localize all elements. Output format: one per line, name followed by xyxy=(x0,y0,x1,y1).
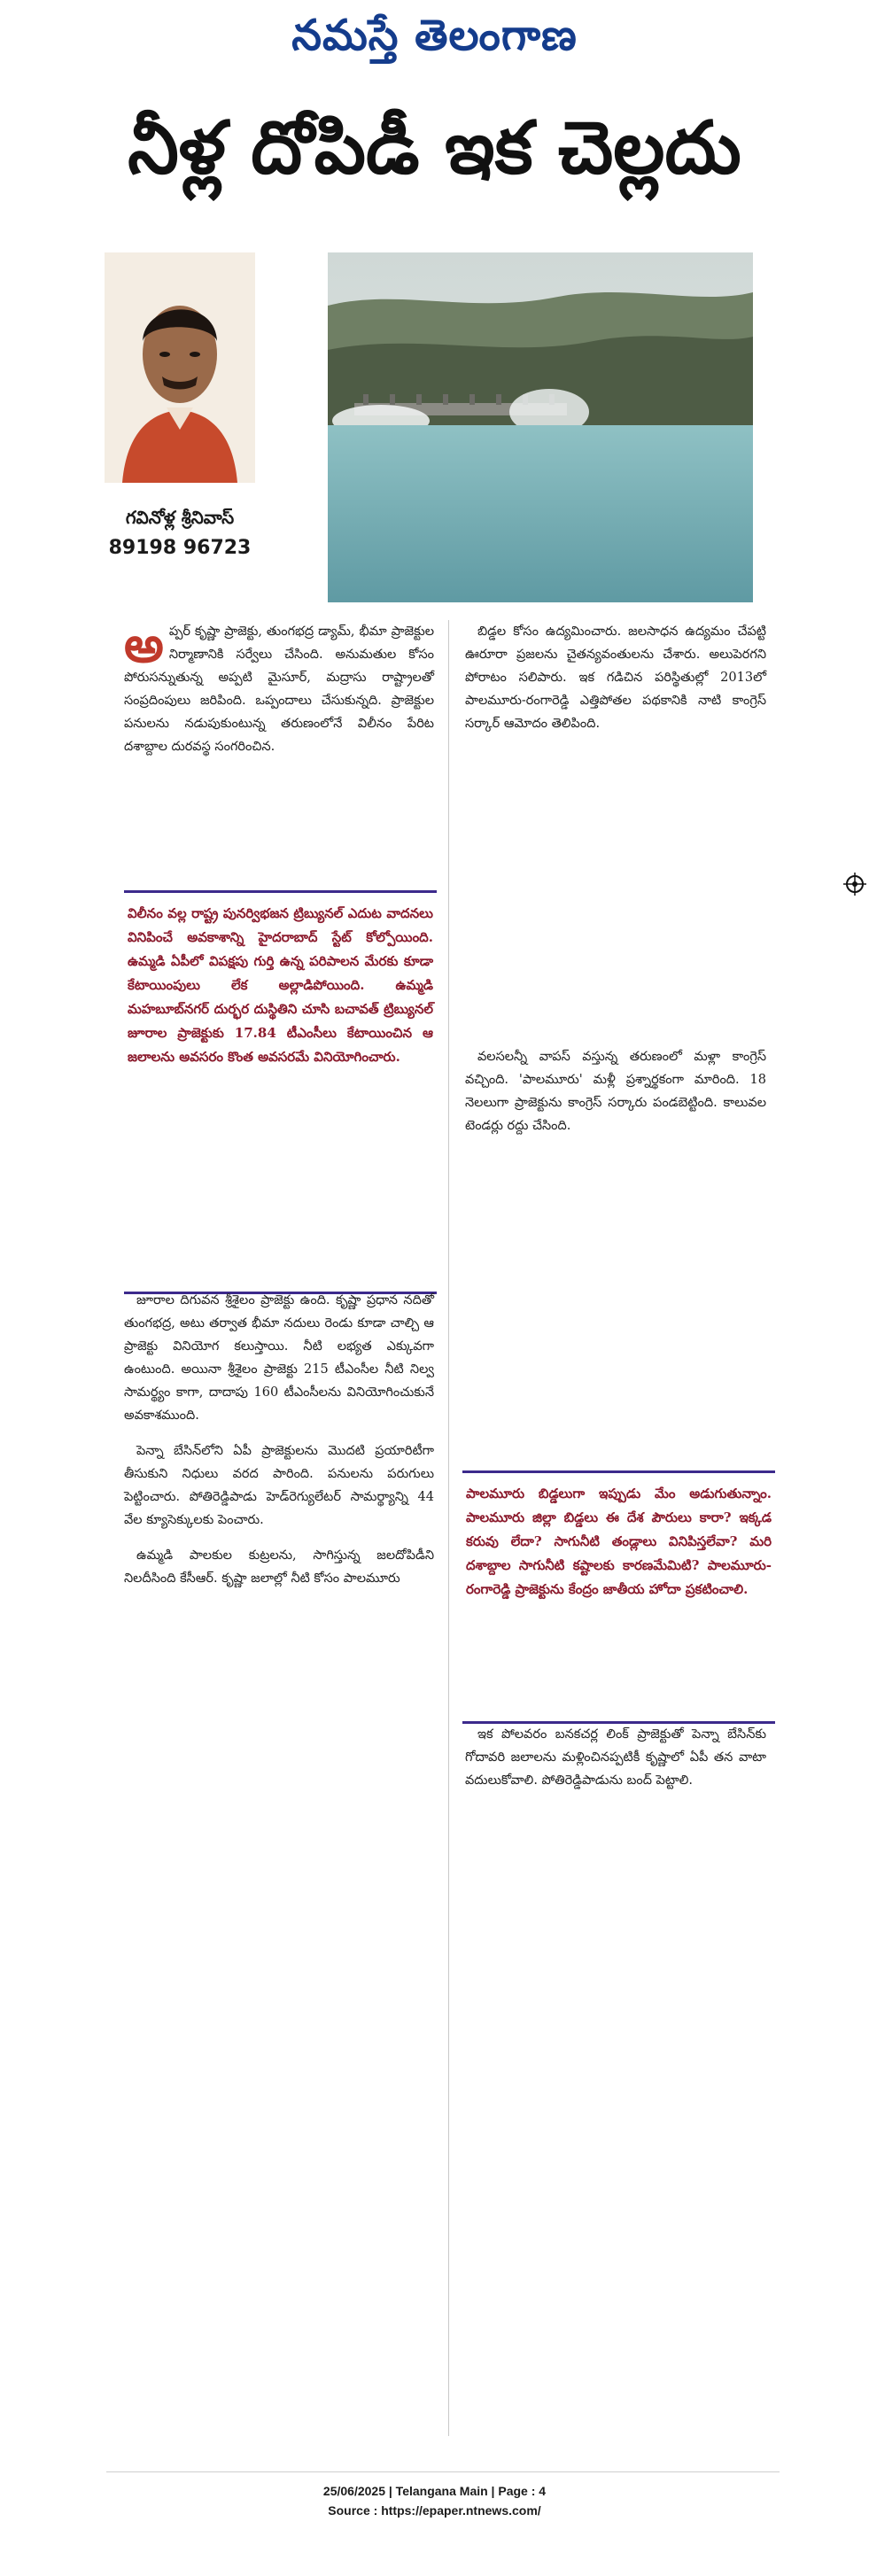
article-paragraph: ప్పర్ కృష్ణా ప్రాజెక్టు, తుంగభద్ర డ్యామ్, భీమా ప్రాజెక్టుల నిర్మాణానికి సర్వేలు చేసింది. అనుమతుల కోసం పోరుసన్నుతున్న అప్పటి మైసూర్, మద్రాసు రాష్ట్రాలతో సంప్రదింపులు జరిపింది. ఒప్పందాలు చేసుకున్నది. ప్రాజెక్టుల పనులను నడుపుకుంటున్న తరుణంలోనే విలీనం పేరిట దశాబ్దాల దురవస్థ సంగరించిన. xyxy=(124,625,434,754)
author-photo xyxy=(105,252,255,483)
footer-rule xyxy=(106,2471,780,2472)
article-paragraph: ఉమ్మడి పాలకుల కుట్రలను, సాగిస్తున్న జలదోపిడీని నిలదీసింది కేసీఆర్. కృష్ణా జలాల్లో నీటి కోసం పాలమూరు xyxy=(124,1548,434,1586)
newspaper-logo: నమస్తే తెలంగాణ xyxy=(291,11,578,60)
column-divider xyxy=(448,620,449,2436)
article-column-left-cont xyxy=(124,1289,434,1602)
article-column-right xyxy=(465,620,766,748)
article-paragraph: జూరాల దిగువన శ్రీశైలం ప్రాజెక్టు ఉంది. కృష్ణా ప్రధాన నదితో తుంగభద్ర, అటు తర్వాత భీమా నదులు రెండు కూడా చాల్చి ఆ ప్రాజెక్టు వినియోగ కలుస్తాయి. నీటి లభ్యత ఎక్కువగా ఉంటుంది. అయినా శ్రీశైలం ప్రాజెక్టు 215 టీఎంసీల నీటి నిల్వ సామర్థ్యం కాగా, దాదాపు 160 టీఎంసీలను వినియోగించుకునే అవకాశముంది. xyxy=(124,1293,434,1423)
article-column-right-cont xyxy=(465,1045,766,1150)
author-phone: 89198 96723 xyxy=(108,537,252,559)
footer-date-line: 25/06/2025 | Telangana Main | Page : 4 xyxy=(322,2484,547,2498)
article-headline: నీళ్ల దోపిడీ ఇక చెల్లదు xyxy=(128,105,741,190)
dam-image-icon xyxy=(328,252,753,602)
dam-photo xyxy=(328,252,753,602)
article-paragraph: బిడ్డల కోసం ఉద్యమించారు. జలసాధన ఉద్యమం చేపట్టి ఊరూరా ప్రజలను చైతన్యవంతులను చేశారు. అలుపెరగని పోరాటం సలిపారు. ఇక గడిచిన పరిస్థితుల్లో 2013లో పాలమూరు-రంగారెడ్డి ఎత్తిపోతల పథకానికి నాటి కాంగ్రెస్ సర్కార్ ఆమోదం తెలిపింది. xyxy=(465,625,766,731)
highlight-box-right: పాలమూరు బిడ్డలుగా ఇప్పుడు మేం అడుగుతున్నాం. పాలమూరు జిల్లా బిడ్డలు ఈ దేశ పౌరులు కారా? ఇక్కడ కరువు లేదా? సాగునీటి తండ్లాలు వినిపిస్తలేవా? మరి దశాబ్దాల సాగునీటి కష్టాలకు కారణమేమిటి? పాలమూరు-రంగారెడ్డి ప్రాజెక్టును కేంద్రం జాతీయ హోదా ప్రకటించాలి. xyxy=(462,1470,775,1724)
article-paragraph: ఇక పోలవరం బనకచర్ల లింక్ ప్రాజెక్టుతో పెన్నా బేసిన్‌కు గోదావరి జలాలను మళ్లించినప్పటికీ కృష్ణాలో ఏపీ తన వాటా వదులుకోవాలి. పోతిరెడ్డిపాడును బంద్ పెట్టాలి. xyxy=(465,1727,766,1788)
masthead xyxy=(0,0,869,71)
highlight-box-left: విలీనం వల్ల రాష్ట్ర పునర్విభజన ట్రిబ్యునల్ ఎదుట వాదనలు వినిపించే అవకాశాన్ని హైదరాబాద్ స్టేట్ కోల్పోయింది. ఉమ్మడి ఏపీలో విపక్షపు గుర్తి ఉన్న పరిపాలన మేరకు కూడా కేటాయింపులు లేక అల్లాడిపోయింది. ఉమ్మడి మహబూబ్‌నగర్ దుర్భర దుస్థితిని చూసి బచావత్ ట్రిబ్యునల్ జూరాల ప్రాజెక్టుకు 17.84 టీఎంసీలు కేటాయించిన ఆ జలాలను అవసరం కొంత అవసరమే వినియోగించారు. xyxy=(124,890,437,1294)
footer-source-line: Source : https://epaper.ntnews.com/ xyxy=(328,2503,541,2518)
drop-cap: అ xyxy=(124,616,164,674)
article-column-right-end xyxy=(465,1723,766,1804)
registration-mark-icon xyxy=(843,873,866,896)
article-paragraph: వలసలన్నీ వాపస్ వస్తున్న తరుణంలో మళ్లా కాంగ్రెస్ వచ్చింది. 'పాలమూరు' మళ్లీ ప్రశ్నార్థకంగా మారింది. 18 నెలలుగా ప్రాజెక్టును కాంగ్రెస్ సర్కారు పండబెట్టింది. కాలువల టెండర్లు రద్దు చేసింది. xyxy=(465,1050,766,1133)
author-portrait-icon xyxy=(105,252,255,483)
article-column-left xyxy=(124,616,434,771)
author-name: గవినోళ్ల శ్రీనివాస్ xyxy=(125,507,235,528)
article-paragraph: పెన్నా బేసిన్‌లోని ఏపీ ప్రాజెక్టులను మొదటి ప్రయారిటీగా తీసుకుని నిధులు వరద పారింది. పనులను పరుగులు పెట్టించారు. పోతిరెడ్డిపాడు హెడ్‌రెగ్యులేటర్ సామర్థ్యాన్ని 44 వేల క్యూసెక్కులకు పెంచారు. xyxy=(124,1444,434,1527)
